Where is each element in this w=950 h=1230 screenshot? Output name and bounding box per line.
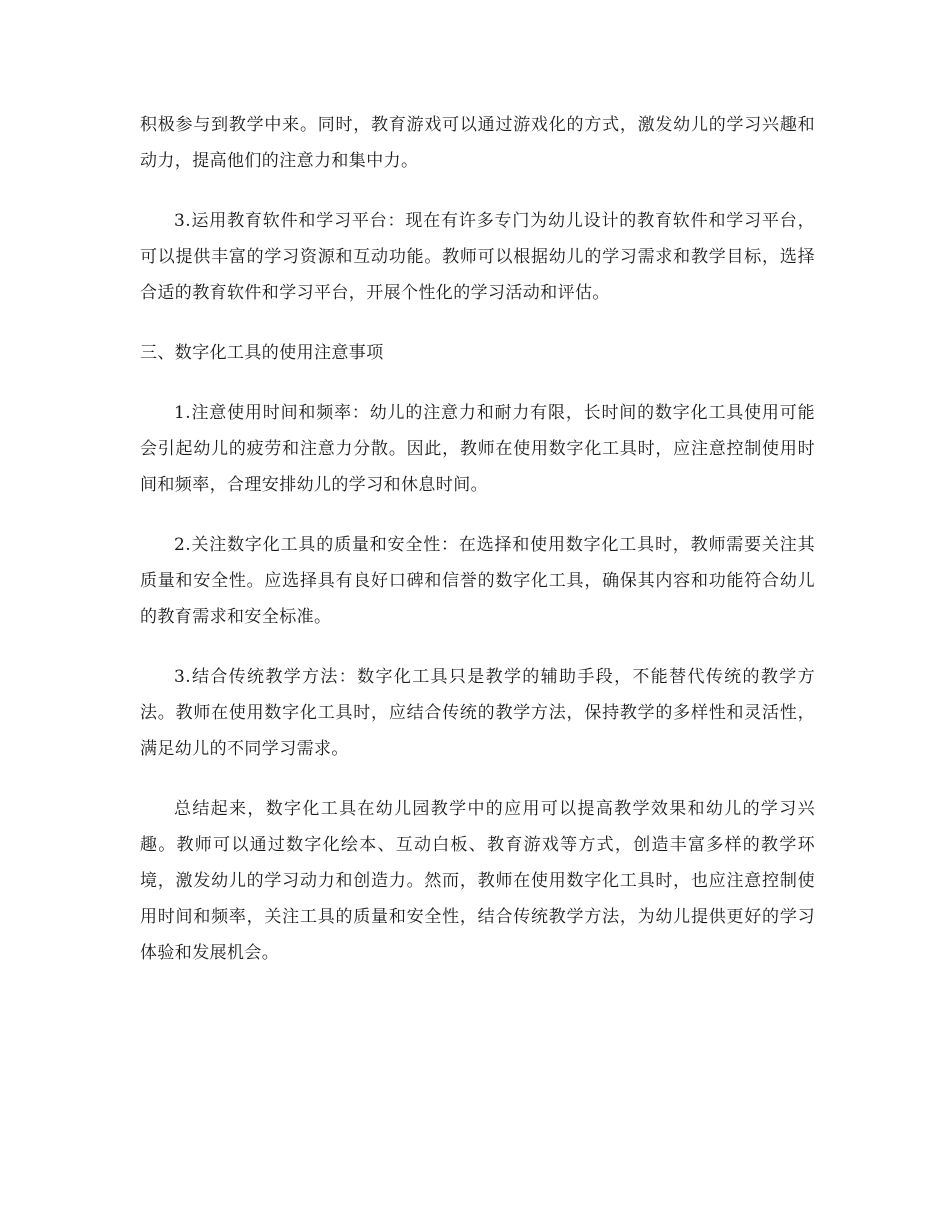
document-body [140,107,815,995]
paragraph-education-software: 3.运用教育软件和学习平台：现在有许多专门为幼儿设计的教育软件和学习平台，可以提供丰富的学习资源和互动功能。教师可以根据幼儿的学习需求和教学目标，选择合适的教育软件和学习平台，开展个性化的学习活动和评估。 [140,211,815,303]
paragraph-usage-time: 1.注意使用时间和频率：幼儿的注意力和耐力有限，长时间的数字化工具使用可能会引起幼儿的疲劳和注意力分散。因此，教师在使用数字化工具时，应注意控制使用时间和频率，合理安排幼儿的学习和休息时间。 [140,403,815,495]
paragraph-traditional-methods: 3.结合传统教学方法：数字化工具只是教学的辅助手段，不能替代传统的教学方法。教师在使用数字化工具时，应结合传统的教学方法，保持教学的多样性和灵活性，满足幼儿的不同学习需求。 [140,667,815,759]
paragraph-summary: 总结起来，数字化工具在幼儿园教学中的应用可以提高教学效果和幼儿的学习兴趣。教师可以通过数字化绘本、互动白板、教育游戏等方式，创造丰富多样的教学环境，激发幼儿的学习动力和创造力。然而，教师在使用数字化工具时，也应注意控制使用时间和频率，关注工具的质量和安全性，结合传统教学方法，为幼儿提供更好的学习体验和发展机会。 [140,799,815,963]
paragraph-continuation: 积极参与到教学中来。同时，教育游戏可以通过游戏化的方式，激发幼儿的学习兴趣和动力，提高他们的注意力和集中力。 [140,115,815,171]
paragraph-quality-safety: 2.关注数字化工具的质量和安全性：在选择和使用数字化工具时，教师需要关注其质量和安全性。应选择具有良好口碑和信誉的数字化工具，确保其内容和功能符合幼儿的教育需求和安全标准。 [140,535,815,627]
section-heading-precautions: 三、数字化工具的使用注意事项 [140,343,384,363]
